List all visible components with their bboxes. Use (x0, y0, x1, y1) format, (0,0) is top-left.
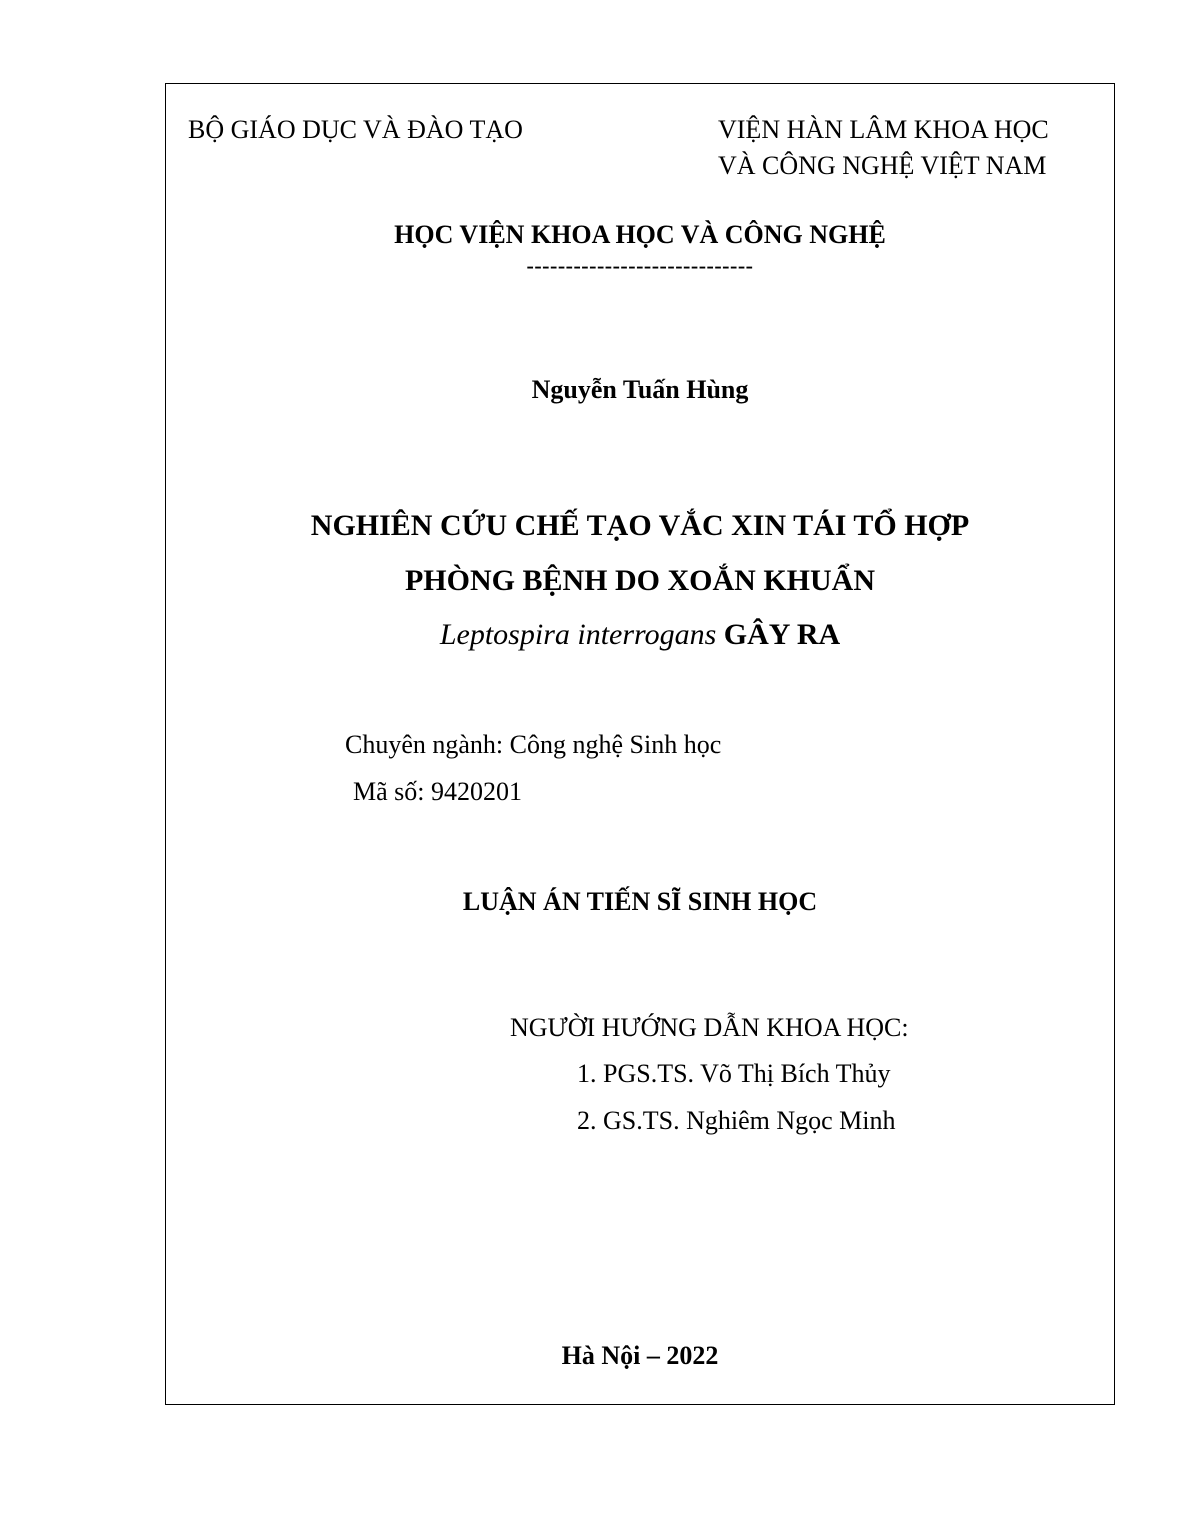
thesis-title-line-3 (165, 620, 1115, 650)
advisor-item: 2. GS.TS. Nghiêm Ngọc Minh (577, 1106, 896, 1135)
advisors-heading: NGƯỜI HƯỚNG DẪN KHOA HỌC: (510, 1013, 909, 1042)
place-and-year: Hà Nội – 2022 (561, 1341, 719, 1370)
degree-title: LUẬN ÁN TIẾN SĨ SINH HỌC (462, 887, 818, 916)
major-code: Mã số: 9420201 (353, 777, 522, 806)
header-separator: ----------------------------- (526, 253, 754, 278)
author-name: Nguyễn Tuấn Hùng (531, 375, 749, 404)
thesis-title-line-2: PHÒNG BỆNH DO XOẮN KHUẨN (404, 564, 875, 597)
species-name: Leptospira interrogans (439, 618, 717, 651)
advisor-item: 1. PGS.TS. Võ Thị Bích Thủy (577, 1059, 891, 1088)
institute-name: HỌC VIỆN KHOA HỌC VÀ CÔNG NGHỆ (394, 220, 886, 249)
thesis-title-line-1: NGHIÊN CỨU CHẾ TẠO VẮC XIN TÁI TỔ HỢP (310, 509, 970, 542)
major-label: Chuyên ngành: Công nghệ Sinh học (345, 730, 722, 759)
academy-name-line-1: VIỆN HÀN LÂM KHOA HỌC (718, 115, 1049, 144)
ministry-name: BỘ GIÁO DỤC VÀ ĐÀO TẠO (188, 115, 523, 144)
thesis-title-line-3-rest: GÂY RA (716, 618, 841, 651)
academy-name-line-2: VÀ CÔNG NGHỆ VIỆT NAM (718, 151, 1047, 180)
